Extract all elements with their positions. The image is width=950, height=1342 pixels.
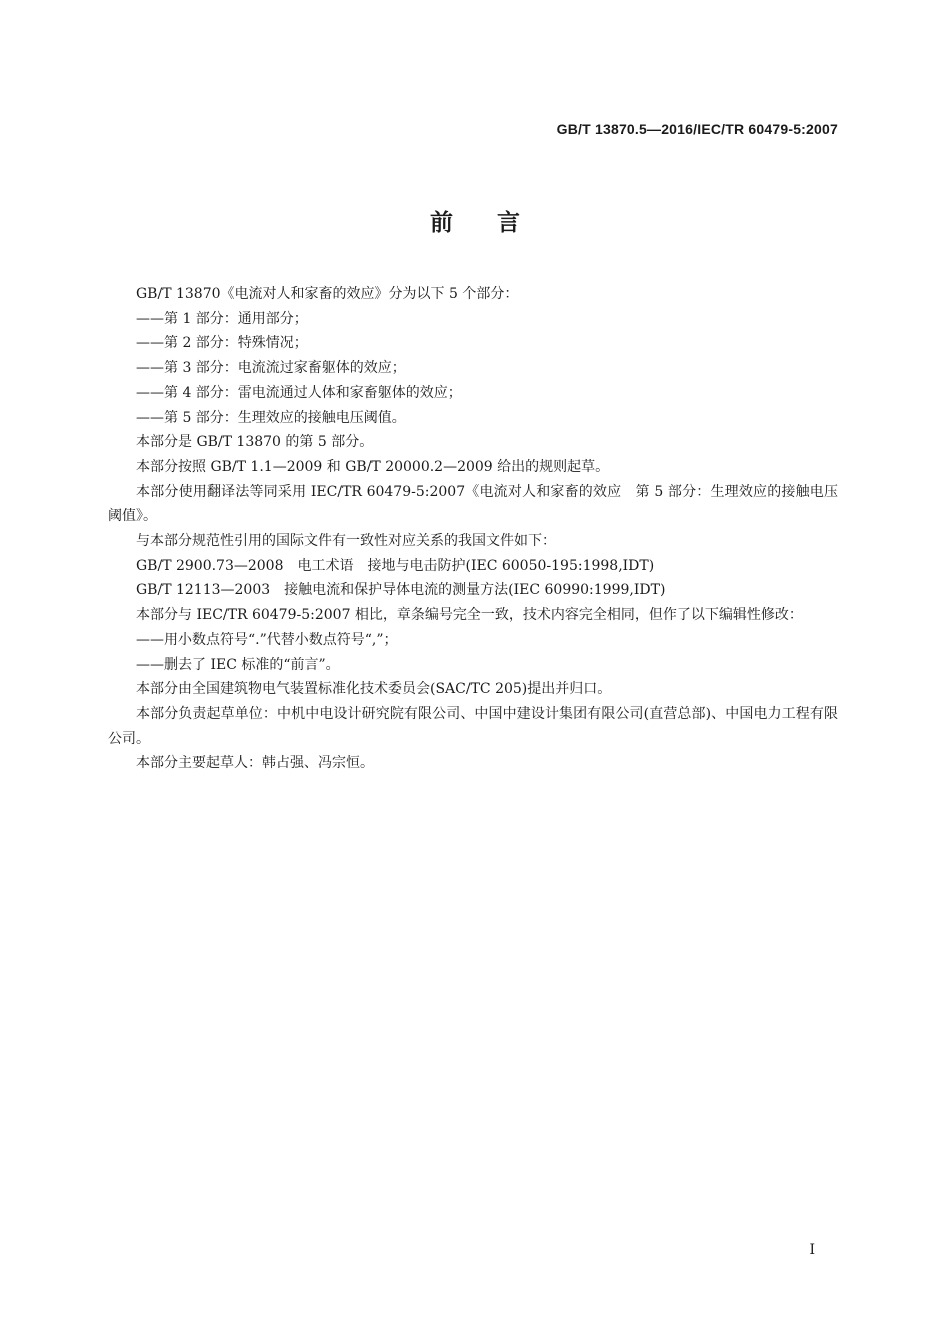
list-item-change-2: ——删去了 IEC 标准的“前言”。 bbox=[136, 656, 340, 673]
paragraph-parts-intro: GB/T 13870《电流对人和家畜的效应》分为以下 5 个部分： bbox=[136, 286, 519, 302]
paragraph-proposer: 本部分由全国建筑物电气装置标准化技术委员会(SAC/TC 205)提出并归口。 bbox=[136, 681, 612, 698]
foreword-body bbox=[108, 282, 838, 776]
list-item-part-5: ——第 5 部分：生理效应的接触电压阈值。 bbox=[136, 409, 406, 426]
paragraph-drafting-units: 本部分负责起草单位：中机中电设计研究院有限公司、中国中建设计集团有限公司(直营总部)、中国电力工程有限公司。 bbox=[108, 705, 838, 747]
paragraph-this-part: 本部分是 GB/T 13870 的第 5 部分。 bbox=[136, 434, 374, 451]
reference-item-2: GB/T 12113—2003 接触电流和保护导体电流的测量方法(IEC 60990:1999,IDT) bbox=[136, 582, 666, 599]
page-number: I bbox=[809, 1242, 815, 1258]
list-item-part-2: ——第 2 部分：特殊情况； bbox=[136, 335, 308, 352]
list-item-part-1: ——第 1 部分：通用部分； bbox=[136, 310, 308, 327]
paragraph-references-intro: 与本部分规范性引用的国际文件有一致性对应关系的我国文件如下： bbox=[136, 533, 556, 550]
page-title: 前言 bbox=[430, 210, 564, 236]
paragraph-editorial-changes: 本部分与 IEC/TR 60479-5:2007 相比，章条编号完全一致，技术内容完全相同，但作了以下编辑性修改： bbox=[136, 607, 803, 624]
list-item-part-4: ——第 4 部分：雷电流通过人体和家畜躯体的效应； bbox=[136, 384, 462, 401]
list-item-change-1: ——用小数点符号“.”代替小数点符号“,”； bbox=[136, 631, 398, 648]
paragraph-drafters: 本部分主要起草人：韩占强、冯宗恒。 bbox=[136, 755, 374, 772]
reference-item-1: GB/T 2900.73—2008 电工术语 接地与电击防护(IEC 60050-195:1998,IDT) bbox=[136, 557, 655, 574]
paragraph-adoption: 本部分使用翻译法等同采用 IEC/TR 60479-5:2007《电流对人和家畜的效应 第 5 部分：生理效应的接触电压阈值》。 bbox=[108, 483, 838, 525]
list-item-part-3: ——第 3 部分：电流流过家畜躯体的效应； bbox=[136, 360, 406, 377]
standard-code: GB/T 13870.5—2016/IEC/TR 60479-5:2007 bbox=[556, 121, 838, 137]
paragraph-drafting-rules: 本部分按照 GB/T 1.1—2009 和 GB/T 20000.2—2009 给出的规则起草。 bbox=[136, 458, 610, 475]
